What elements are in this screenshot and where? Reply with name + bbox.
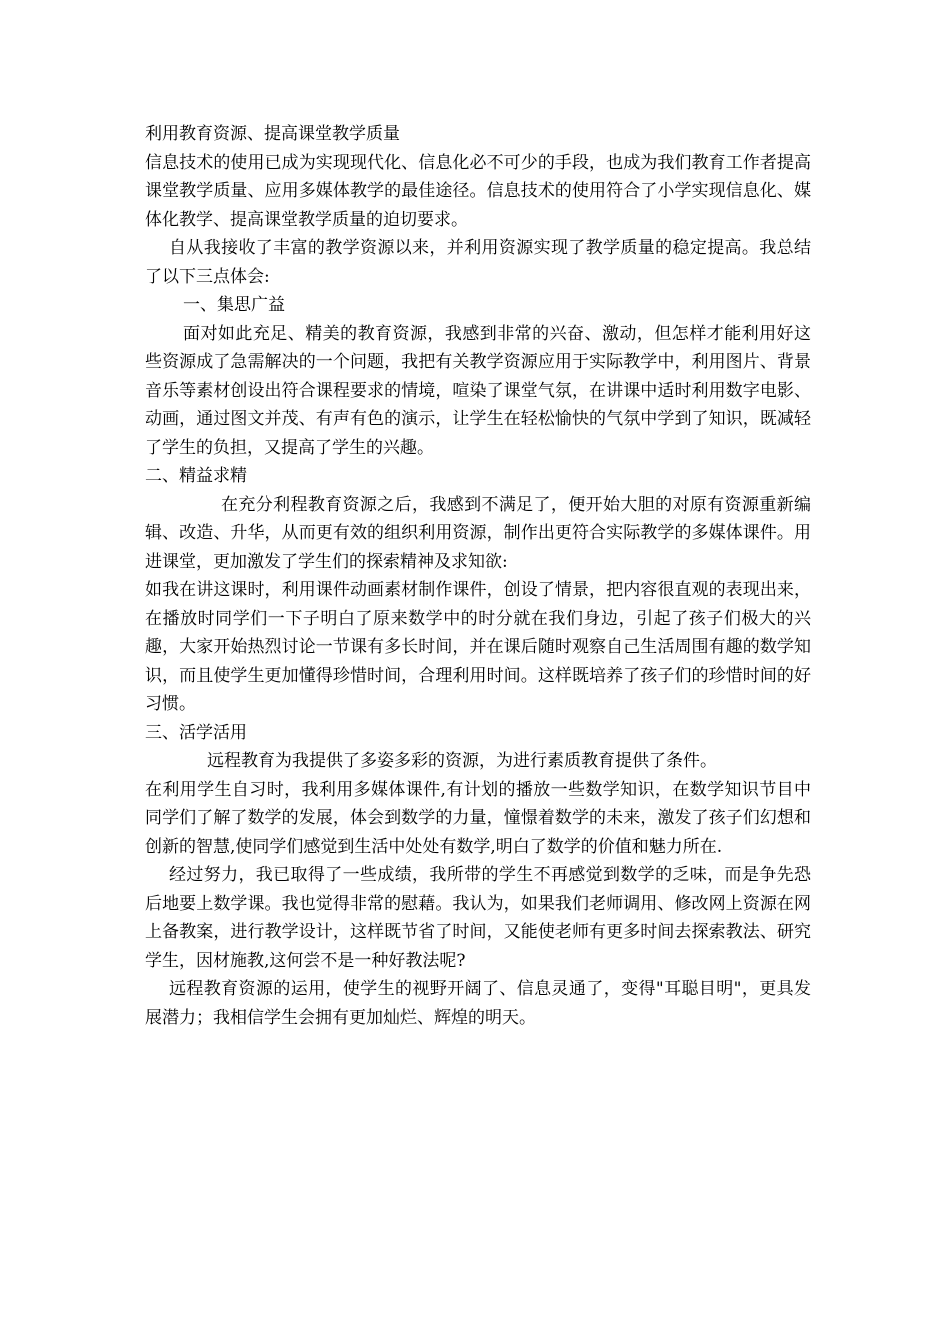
paragraph-section2: 在充分利程教育资源之后，我感到不满足了，便开始大胆的对原有资源重新编辑、改造、升华，从而更有效的组织利用资源，制作出更符合实际教学的多媒体课件。用进课堂，更加激发了学生们的探索精神及求知欲: xyxy=(145,494,811,572)
paragraph-section3-example: 在利用学生自习时，我利用多媒体课件,有计划的播放一些数学知识，在数学知识节目中同学们了解了数学的发展，体会到数学的力量，憧憬着数学的未来，激发了孩子们幻想和创新的智慧,使同学们感觉到生活中处处有数学,明白了数学的价值和魅力所在. xyxy=(145,779,811,857)
paragraph-result: 经过努力，我已取得了一些成绩，我所带的学生不再感觉到数学的乏味，而是争先恐后地要上数学课。我也觉得非常的慰藉。我认为，如果我们老师调用、修改网上资源在网上备教案，进行教学设计，这样既节省了时间，又能使老师有更多时间去探索教法、研究学生，因材施教,这何尝不是一种好教法呢? xyxy=(145,865,811,971)
paragraph-summary: 自从我接收了丰富的教学资源以来，并利用资源实现了教学质量的稳定提高。我总结了以下三点体会: xyxy=(145,238,811,287)
paragraph-conclusion: 远程教育资源的运用，使学生的视野开阔了、信息灵通了，变得"耳聪目明"，更具发展潜力；我相信学生会拥有更加灿烂、辉煌的明天。 xyxy=(145,979,811,1028)
section-heading-1: 一、集思广益 xyxy=(183,295,285,315)
paragraph-section3: 远程教育为我提供了多姿多彩的资源，为进行素质教育提供了条件。 xyxy=(207,751,717,771)
paragraph-intro: 信息技术的使用已成为实现现代化、信息化必不可少的手段，也成为我们教育工作者提高课堂教学质量、应用多媒体教学的最佳途径。信息技术的使用符合了小学实现信息化、媒体化教学、提高课堂教学质量的迫切要求。 xyxy=(145,152,811,230)
document-title: 利用教育资源、提高课堂教学质量 xyxy=(145,124,400,144)
paragraph-section1: 面对如此充足、精美的教育资源，我感到非常的兴奋、激动，但怎样才能利用好这些资源成了急需解决的一个问题，我把有关教学资源应用于实际教学中，利用图片、背景音乐等素材创设出符合课程要求的情境，喧染了课堂气氛，在讲课中适时利用数字电影、动画，通过图文并茂、有声有色的演示，让学生在轻松愉快的气氛中学到了知识，既减轻了学生的负担，又提高了学生的兴趣。 xyxy=(145,323,811,458)
paragraph-section2-example: 如我在讲这课时，利用课件动画素材制作课件，创设了情景，把内容很直观的表现出来，在播放时同学们一下子明白了原来数学中的时分就在我们身边，引起了孩子们极大的兴趣，大家开始热烈讨论一节课有多长时间，并在课后随时观察自己生活周围有趣的数学知识，而且使学生更加懂得珍惜时间，合理利用时间。这样既培养了孩子们的珍惜时间的好习惯。 xyxy=(145,580,811,714)
section-heading-2: 二、精益求精 xyxy=(145,466,247,486)
section-heading-3: 三、活学活用 xyxy=(145,722,247,743)
document-page xyxy=(145,120,811,1032)
